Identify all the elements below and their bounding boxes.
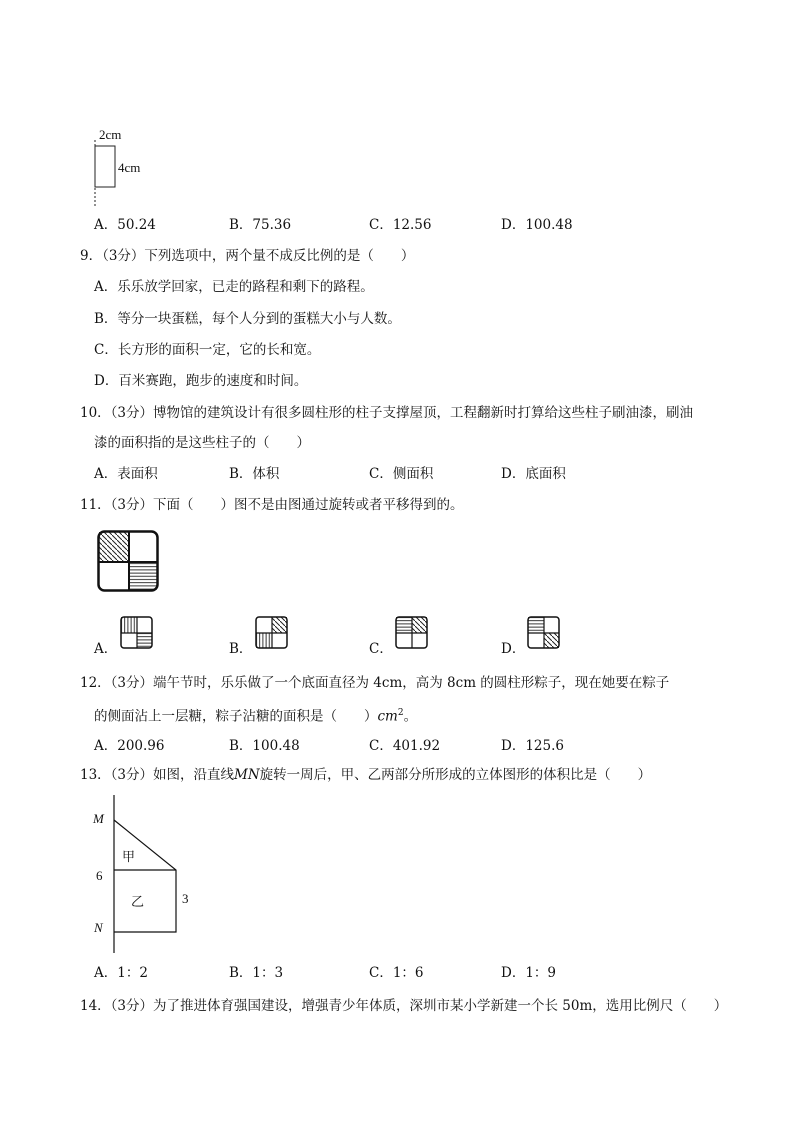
q12-unit-exponent: 2 xyxy=(397,708,404,718)
q13-label-jia: 甲 xyxy=(122,849,136,864)
q13-option-a[interactable]: A．1：2 xyxy=(94,965,148,981)
q9-option-c[interactable]: C．长方形的面积一定，它的长和宽。 xyxy=(94,342,321,358)
q8-option-d[interactable]: D．100.48 xyxy=(501,217,573,233)
q11-main-figure xyxy=(97,530,161,594)
q11-option-d-figure[interactable] xyxy=(527,616,561,650)
q12-stem-line2 xyxy=(94,704,417,726)
q13-stem-start: 13．（3分）如图，沿直线 xyxy=(80,767,235,783)
q11-option-a[interactable]: A． xyxy=(94,641,118,657)
q13-label-3: 3 xyxy=(182,891,189,906)
q13-rotation-figure xyxy=(110,795,190,955)
q12-option-b[interactable]: B．100.48 xyxy=(229,738,300,754)
q12-option-c[interactable]: C．401.92 xyxy=(369,738,441,754)
q13-option-b[interactable]: B．1：3 xyxy=(229,965,284,981)
q11-option-b-figure[interactable] xyxy=(255,616,289,650)
q10-stem-line1: 10．（3分）博物馆的建筑设计有很多圆柱形的柱子支撑屋顶，工程翻新时打算给这些柱子刷油漆，刷油 xyxy=(80,405,694,421)
q11-option-d[interactable]: D． xyxy=(501,641,526,657)
q8-option-b[interactable]: B．75.36 xyxy=(229,217,292,233)
q11-option-c[interactable]: C． xyxy=(369,641,393,657)
q9-option-b[interactable]: B．等分一块蛋糕，每个人分到的蛋糕大小与人数。 xyxy=(94,311,401,327)
q13-label-n: N xyxy=(94,920,103,935)
q8-label-4cm: 4cm xyxy=(118,160,141,175)
q9-option-a[interactable]: A．乐乐放学回家，已走的路程和剩下的路程。 xyxy=(94,279,374,295)
q9-option-d[interactable]: D．百米赛跑，跑步的速度和时间。 xyxy=(94,373,308,389)
q10-option-c[interactable]: C．侧面积 xyxy=(369,466,434,482)
q14-stem: 14．（3分）为了推进体育强国建设，增强青少年体质，深圳市某小学新建一个长 50m，选用比例尺（ ） xyxy=(80,998,728,1014)
q12-stem-line2-text: 的侧面沾上一层糖，粽子沾糖的面积是（ ） xyxy=(94,708,378,725)
q11-stem: 11．（3分）下面（ ）图不是由图通过旋转或者平移得到的。 xyxy=(80,497,464,513)
q10-stem-line2: 漆的面积指的是这些柱子的（ ） xyxy=(94,435,310,451)
q10-option-d[interactable]: D．底面积 xyxy=(501,466,566,482)
q12-stem-line1: 12．（3分）端午节时，乐乐做了一个底面直径为 4cm，高为 8cm 的圆柱形粽子，现在她要在粽子 xyxy=(80,675,670,691)
q10-option-b[interactable]: B．体积 xyxy=(229,466,280,482)
q11-option-a-figure[interactable] xyxy=(120,616,154,650)
q13-option-d[interactable]: D．1：9 xyxy=(501,965,557,981)
q12-stem-line2-end: 。 xyxy=(403,708,418,725)
q13-label-m: M xyxy=(93,811,104,826)
q13-label-yi: 乙 xyxy=(131,894,145,909)
q13-label-6: 6 xyxy=(96,868,103,883)
q12-option-d[interactable]: D．125.6 xyxy=(501,738,564,754)
q12-unit: cm xyxy=(377,708,398,725)
q10-option-a[interactable]: A．表面积 xyxy=(94,466,158,482)
q8-option-c[interactable]: C．12.56 xyxy=(369,217,432,233)
q13-axis-name: MN xyxy=(234,767,260,783)
q12-option-a[interactable]: A．200.96 xyxy=(94,738,165,754)
q8-label-2cm: 2cm xyxy=(99,127,122,142)
q13-option-c[interactable]: C．1：6 xyxy=(369,965,424,981)
q11-option-b[interactable]: B． xyxy=(229,641,253,657)
q8-option-a[interactable]: A．50.24 xyxy=(94,217,156,233)
q11-option-c-figure[interactable] xyxy=(395,616,429,650)
q9-stem: 9．（3分）下列选项中，两个量不成反比例的是（ ） xyxy=(80,248,415,264)
q13-stem xyxy=(80,766,651,784)
q13-stem-end: 旋转一周后，甲、乙两部分所形成的立体图形的体积比是（ ） xyxy=(259,767,652,783)
